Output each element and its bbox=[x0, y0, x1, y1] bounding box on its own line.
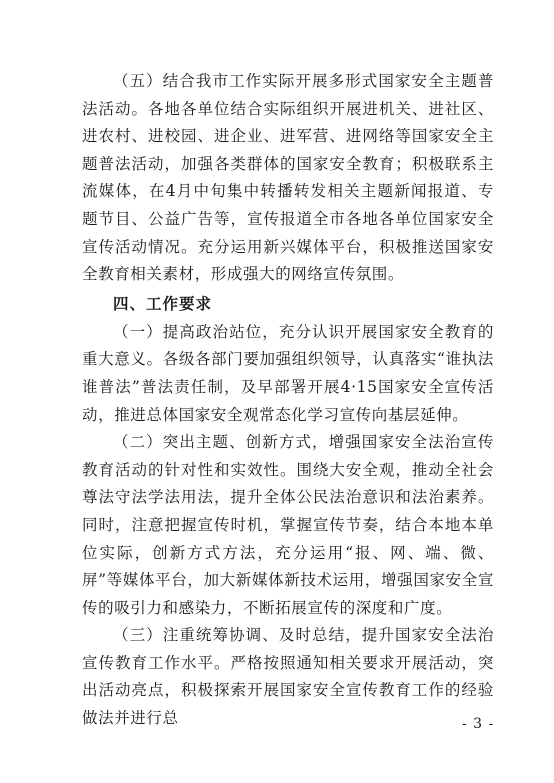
requirement-item-three bbox=[82, 622, 494, 732]
requirement-lead: （三）注重统筹协调、及时总结 bbox=[113, 626, 346, 645]
requirement-text: ，提升国家安全法治宣传教育工作水平。严格按照通知相关要求开展活动，突出活动亮点，积极探索开展国家安全宣传教育工作的经验做法并进行总 bbox=[82, 626, 494, 728]
paragraph-item-five bbox=[82, 68, 494, 289]
requirement-item-one bbox=[82, 319, 494, 429]
requirement-text: ，增强国家安全法治宣传教育活动的针对性和实效性。围绕大安全观，推动全社会尊法守法学法用法，提升全体公民法治意识和法治素养。同时，注意把握宣传时机，掌握宣传节奏，结合本地本单位实际，创新方式方法，充分运用“报、网、端、微、屏”等媒体平台，加大新媒体新技术运用，增强国家安全宣传的吸引力和感染力，不断拓展宣传的深度和广度。 bbox=[82, 433, 494, 617]
requirement-lead: （一）提高政治站位 bbox=[113, 322, 263, 341]
requirement-lead: （二）突出主题、创新方式 bbox=[113, 433, 313, 452]
section-heading-work-requirements: 四、工作要求 bbox=[113, 294, 213, 313]
page-number: - 3 - bbox=[462, 716, 495, 732]
document-body bbox=[82, 68, 494, 733]
requirement-item-two bbox=[82, 429, 494, 622]
paragraph-text: 。各地各单位结合实际组织开展进机关、进社区、进农村、进校园、进企业、进军营、进网络等国家安全主题普法活动，加强各类群体的国家安全教育；积极联系主流媒体，在4月中旬集中转播转发相关主题新闻报道、专题节目、公益广告等，宣传报道全市各地各单位国家安全宣传活动情况。充分运用新兴媒体平台，积极推送国家安全教育相关素材，形成强大的网络宣传氛围。 bbox=[82, 99, 495, 284]
paragraph-lead: （五）结合我市工作实际开展多形式国家安全主题普法活动 bbox=[82, 72, 494, 118]
requirement-text: ，充分认识开展国家安全教育的重大意义。各级各部门要加强组织领导，认真落实“谁执法谁普法”普法责任制，及早部署开展4·15国家安全宣传活动，推进总体国家安全观常态化学习宣传向基层延伸。 bbox=[82, 322, 494, 424]
